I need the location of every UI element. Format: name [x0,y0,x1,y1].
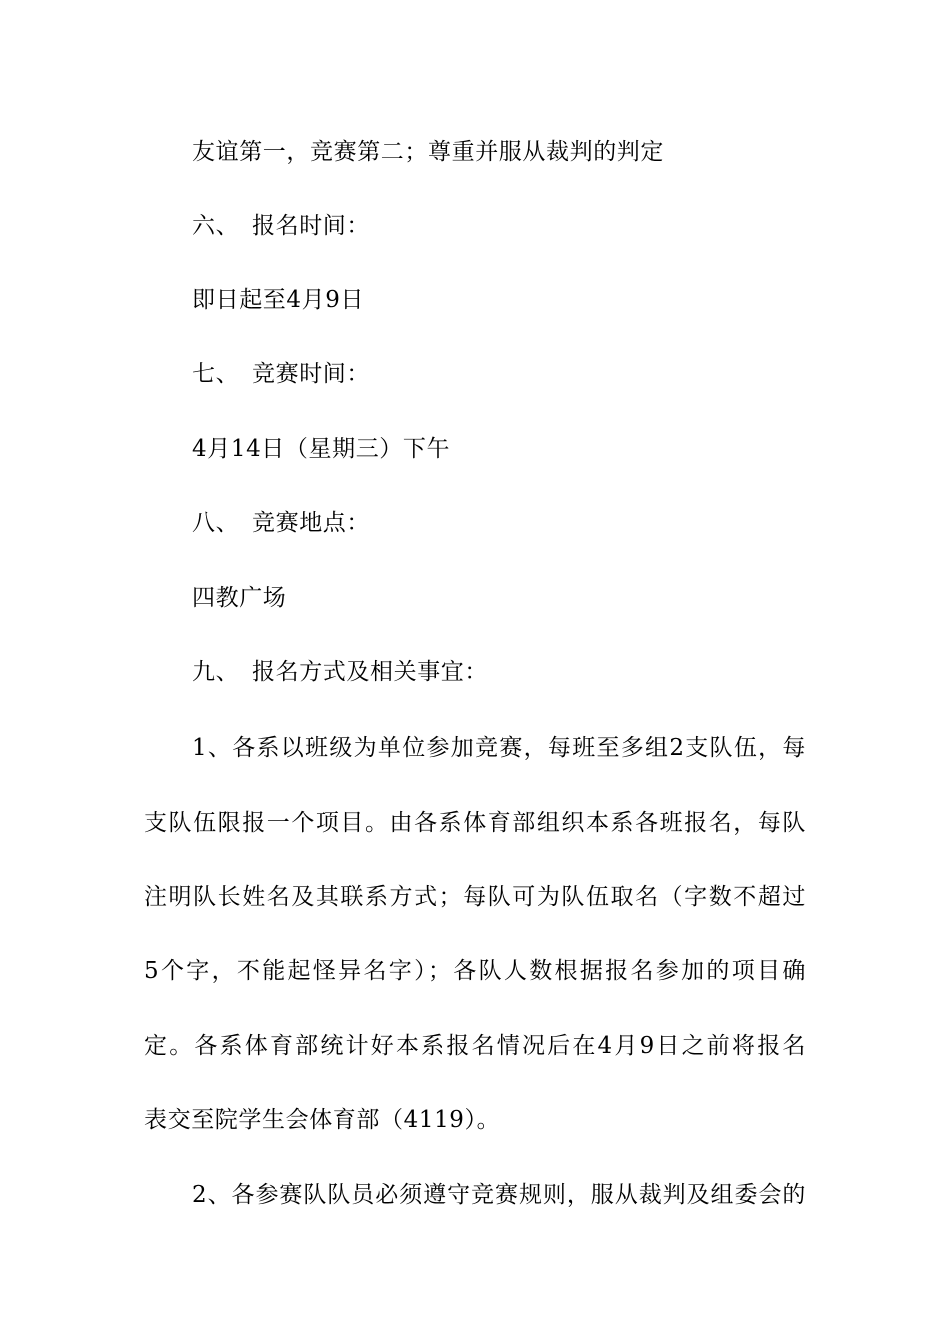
paragraph-1-line-1: 1、各系以班级为单位参加竞赛，每班至多组2支队伍，每 [192,735,806,761]
section-7-heading [192,359,370,389]
section-8-heading [192,508,370,538]
section-number: 七、 [192,361,240,387]
registration-time: 即日起至4月9日 [192,287,365,313]
paragraph-1-line-2: 支队伍限报一个项目。由各系体育部组织本系各班报名，每队 [144,810,806,836]
section-title: 报名时间： [252,213,370,239]
paragraph-1-line-4: 5个字，不能起怪异名字）；各队人数根据报名参加的项目确 [144,958,806,984]
section-title: 报名方式及相关事宜： [252,659,488,685]
paragraph-1-line-3: 注明队长姓名及其联系方式；每队可为队伍取名（字数不超过 [144,884,806,910]
paragraph-1-line-6: 表交至院学生会体育部（4119）。 [144,1107,501,1133]
section-title: 竞赛时间： [252,361,370,387]
section-number: 六、 [192,213,240,239]
section-number: 九、 [192,659,240,685]
paragraph-2-line-1: 2、各参赛队队员必须遵守竞赛规则，服从裁判及组委会的 [192,1182,806,1208]
section-number: 八、 [192,510,240,536]
paragraph-1-line-5: 定。各系体育部统计好本系报名情况后在4月9日之前将报名 [144,1033,806,1059]
competition-venue: 四教广场 [192,585,287,611]
competition-time: 4月14日（星期三）下午 [192,436,451,462]
section-title: 竞赛地点： [252,510,370,536]
section-6-heading [192,211,370,241]
rule-line: 友谊第一，竞赛第二；尊重并服从裁判的判定 [192,139,664,165]
section-9-heading [192,657,488,687]
